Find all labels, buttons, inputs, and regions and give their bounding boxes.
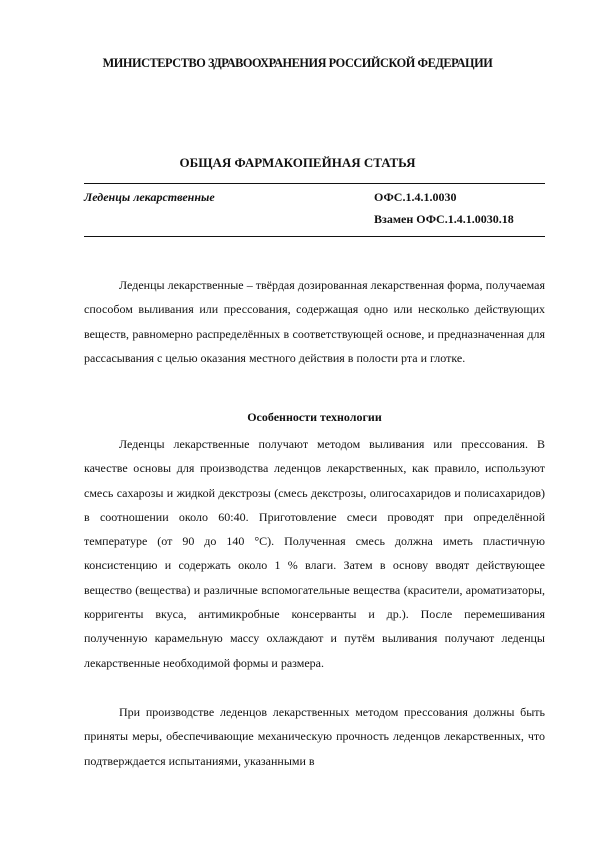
definition-paragraph: Леденцы лекарственные – твёрдая дозированная лекарственная форма, получаемая способом выливания или прессования, содержащая одно или несколько действующих веществ, равномерно распределённых в соответствующей основе, и предназначенная для рассасывания с целью оказания местного действия в полости рта и глотке. — [84, 278, 545, 365]
technology-paragraph: Леденцы лекарственные получают методом выливания или прессования. В качестве основы для производства леденцов лекарственных, как правило, используют смесь сахарозы и жидкой декстрозы (смесь декстрозы, олигосахаридов и полисахаридов) в соотношении около 60:40. Приготовление смеси проводят при определённой температуре (от 90 до 140 °C). Полученная смесь должна иметь пластичную консистенцию и содержать около 1 % влаги. Затем в основу вводят действующее вещество (вещества) и различные вспомогательные вещества (красители, ароматизаторы, корригенты вкуса, антимикробные консерванты и др.). После перемешивания полученную карамельную массу охлаждают и путём выливания получают леденцы лекарственные необходимой формы и размера. — [84, 437, 545, 670]
monograph-code: ОФС.1.4.1.0030 — [374, 190, 457, 204]
pressing-paragraph: При производстве леденцов лекарственных методом прессования должны быть приняты меры, обеспечивающие механическую прочность леденцов лекарственных, что подтверждается испытаниями, указанными в — [84, 705, 545, 768]
header-top-rule — [84, 183, 545, 184]
monograph-name: Леденцы лекарственные — [84, 190, 215, 204]
ministry-title: МИНИСТЕРСТВО ЗДРАВООХРАНЕНИЯ РОССИЙСКОЙ ФЕДЕРАЦИИ — [102, 56, 493, 70]
article-type-heading: ОБЩАЯ ФАРМАКОПЕЙНАЯ СТАТЬЯ — [179, 155, 416, 170]
header-bottom-rule — [84, 236, 545, 237]
section-heading: Особенности технологии — [247, 410, 382, 424]
monograph-replaces: Взамен ОФС.1.4.1.0030.18 — [374, 212, 514, 226]
